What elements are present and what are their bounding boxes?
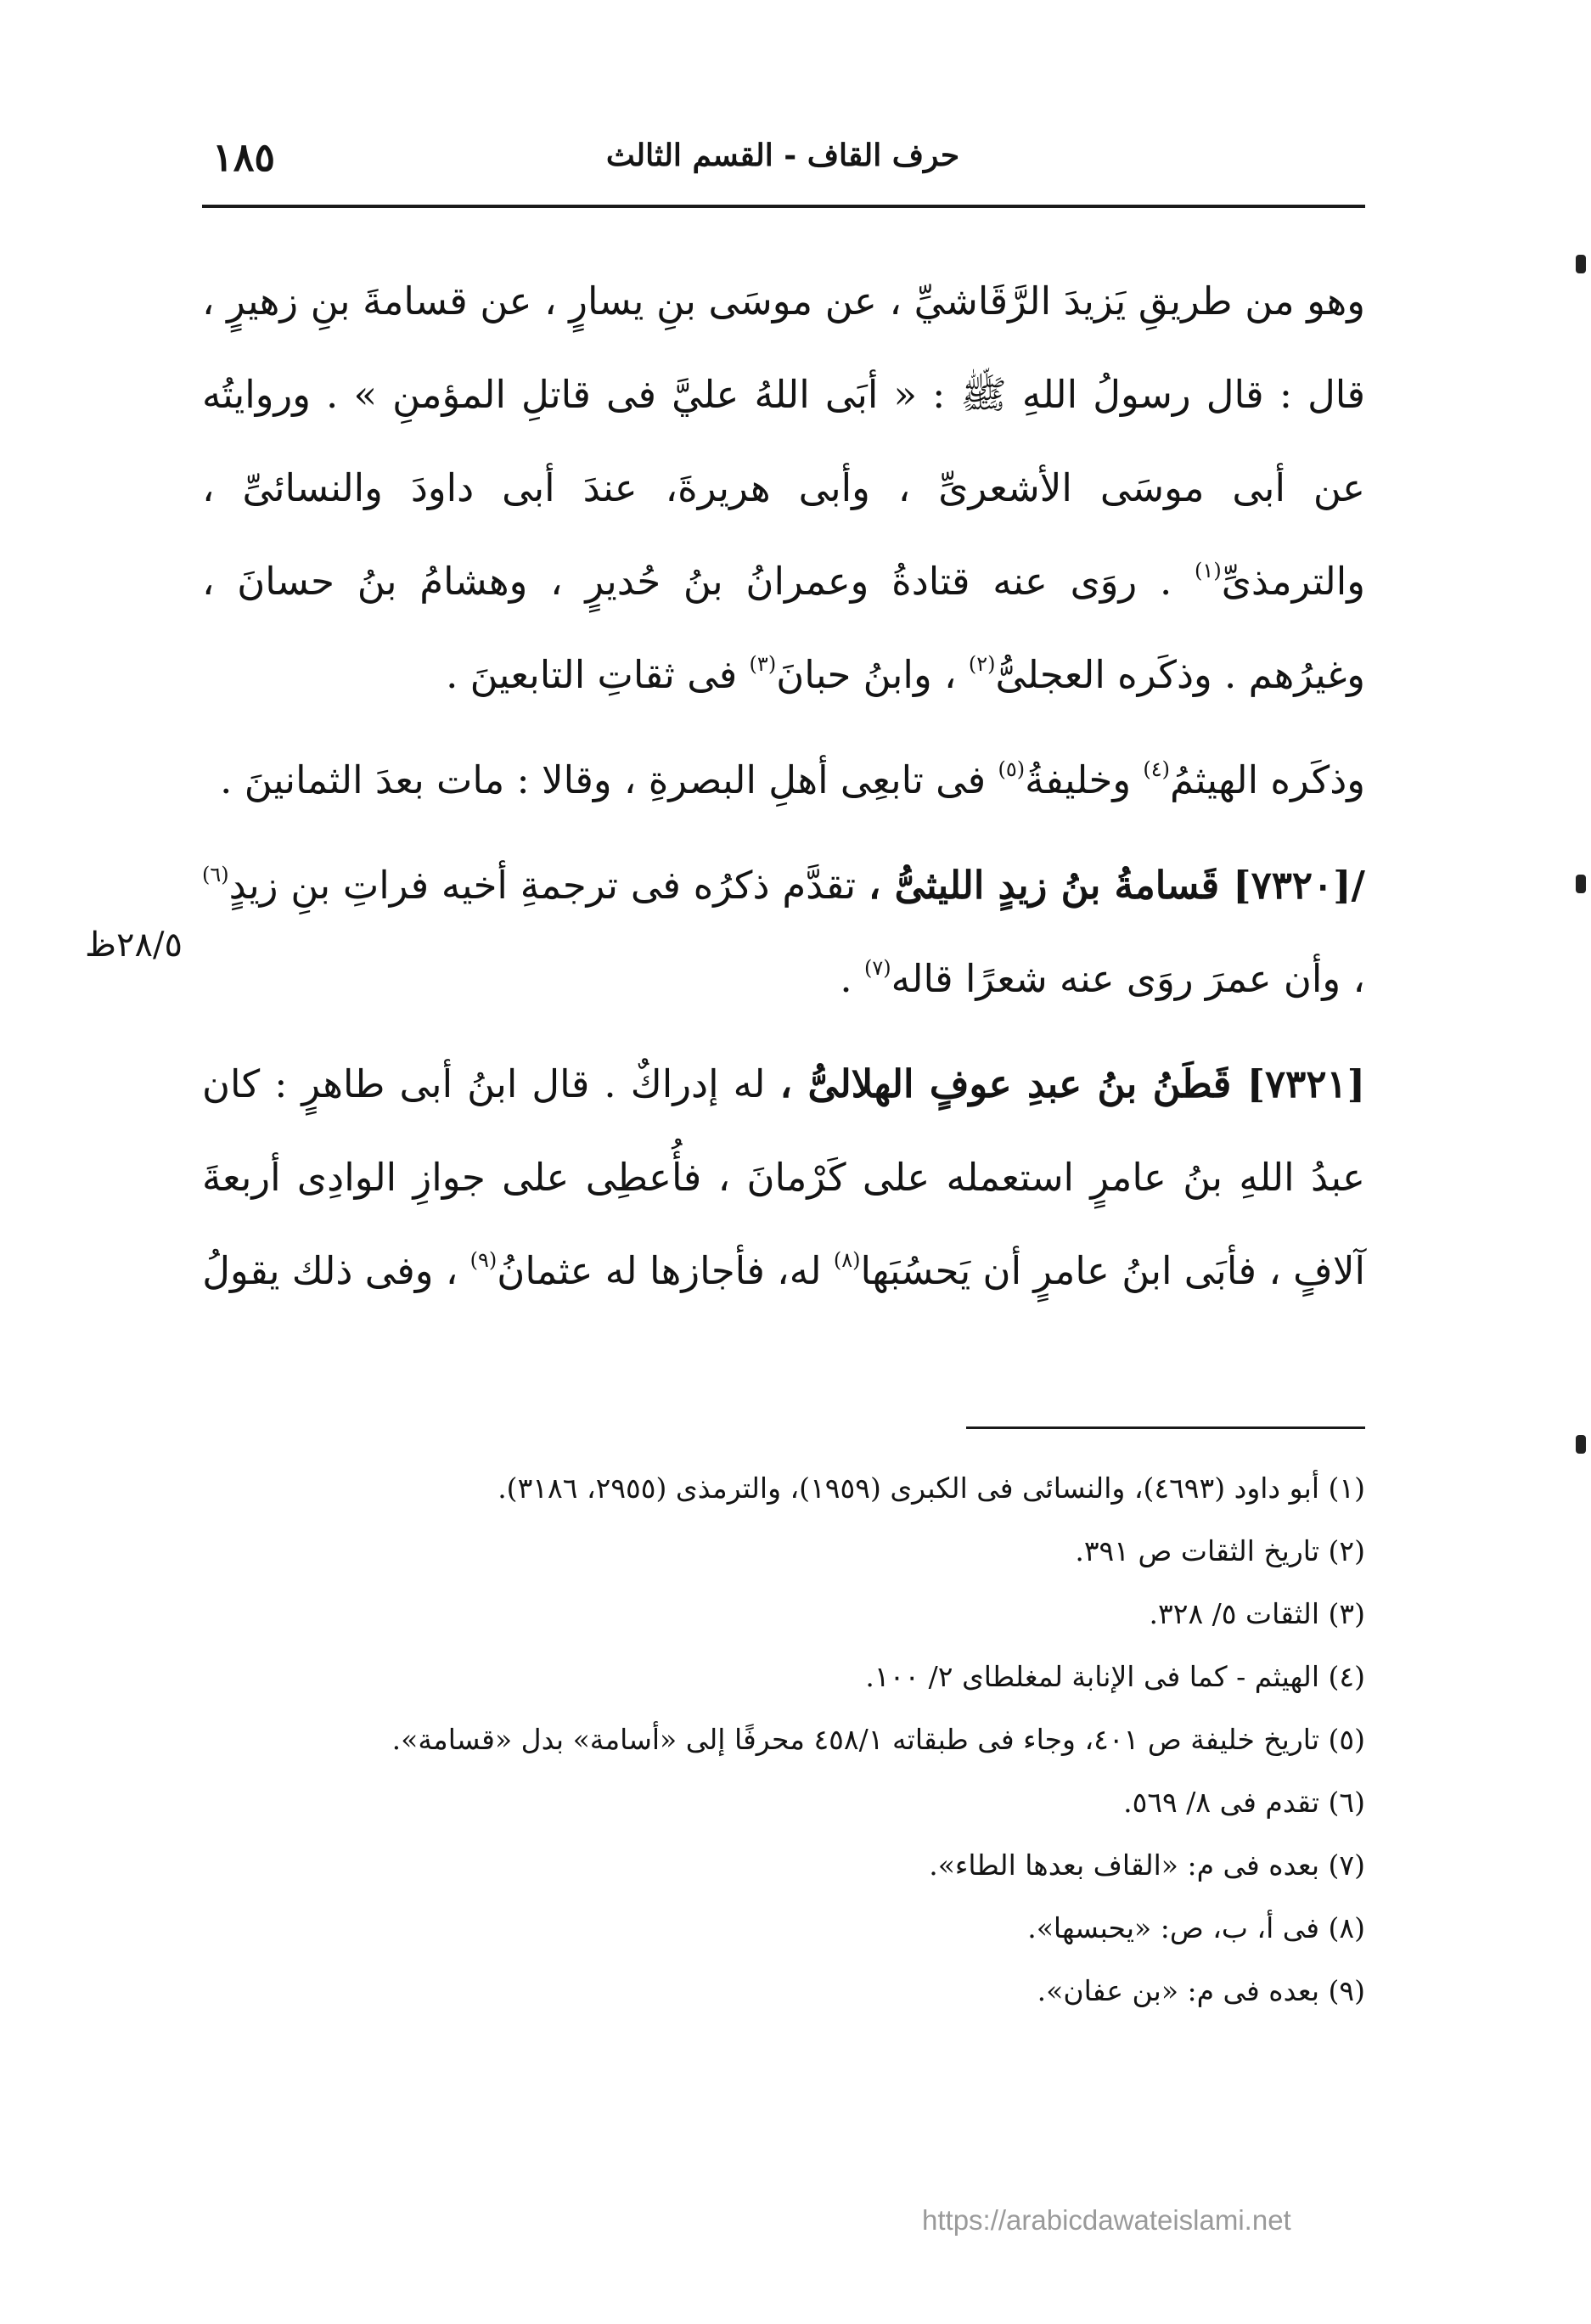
entry-7321-heading: [٧٣٢١] قَطَنُ بنُ عبدِ عوفٍ الهلالىُّ ، bbox=[779, 1061, 1365, 1106]
entry-7321 bbox=[202, 1038, 1365, 1318]
footnote-8: (٨) فى أ، ب، ص: «يحبسها». bbox=[1027, 1911, 1365, 1944]
running-title: حرف القاف - القسم الثالث bbox=[605, 138, 960, 173]
footnote-ref-3[interactable]: (٣) bbox=[749, 652, 777, 676]
footnote-1: (١) أبو داود (٤٦٩٣)، والنسائى فى الكبرى (١٩٥٩)، والترمذى (٢٩٥٥، ٣١٨٦). bbox=[498, 1471, 1365, 1505]
text-line: حبانَ bbox=[776, 652, 852, 697]
text-line: وعمرانُ بنُ حُديرٍ ، وهشامُ بنُ حسانَ ، وغيرُهم . وذكَره العجلىُّ bbox=[202, 559, 1365, 697]
entry-7320 bbox=[202, 839, 1365, 1026]
manuscript-folio-note: ٢٨/٥ظ bbox=[85, 926, 183, 965]
paragraph-haytham-khalifa bbox=[202, 734, 1365, 827]
footnote-9: (٩) بعده فى م: «بن عفان». bbox=[1037, 1974, 1365, 2007]
text-run: وخليفةُ bbox=[1025, 757, 1132, 802]
text-run: له إدراكٌ . قال ابنُ أبى طاهرٍ : كان عبدُ اللهِ بنُ عامرٍ استعمله على كَرْمانَ ، فأُعطِى على جوازِ الوادِى أربعةَ آلافٍ ، فأبَى ابنُ عامرٍ أن يَحسُبَها bbox=[202, 1061, 1365, 1293]
footnote-ref-9[interactable]: (٩) bbox=[469, 1248, 498, 1272]
scan-edge-mark bbox=[1576, 875, 1586, 893]
entry-7320-heading: /[٧٣٢٠] قَسامةُ بنُ زيدٍ الليثىُّ ، bbox=[868, 863, 1365, 908]
text-run: له، فأجازها له عثمانُ bbox=[497, 1248, 822, 1293]
footnote-ref-7[interactable]: (٧) bbox=[863, 956, 891, 980]
main-text bbox=[202, 255, 1365, 1318]
text-line: قال رسولُ اللهِ ﷺ : « أبَى اللهُ عليَّ فى قاتلِ المؤمنِ » . وروايتُه عن أبى موسَى bbox=[202, 372, 1366, 510]
footnote-ref-2[interactable]: (٢) bbox=[968, 652, 996, 676]
footnote-6: (٦) تقدم فى ٨/ ٥٦٩. bbox=[1123, 1786, 1365, 1819]
footnote-ref-6[interactable]: (٦) bbox=[202, 863, 229, 886]
scan-edge-mark bbox=[1576, 1435, 1586, 1454]
source-watermark[interactable]: https://arabicdawateislami.net bbox=[922, 2204, 1291, 2236]
text-line: ، وابنُ bbox=[863, 652, 957, 697]
footnote-7: (٧) بعده فى م: «القاف بعدها الطاء». bbox=[929, 1849, 1365, 1882]
footnote-2: (٢) تاريخ الثقات ص ٣٩١. bbox=[1075, 1534, 1365, 1567]
footnote-separator bbox=[966, 1426, 1365, 1429]
header-rule bbox=[202, 205, 1365, 208]
footnote-ref-1[interactable]: (١) bbox=[1195, 559, 1222, 582]
text-run: فى تابعِى أهلِ البصرةِ ، وقالا : مات بعدَ الثمانينَ . bbox=[220, 757, 987, 802]
footnote-ref-4[interactable]: (٤) bbox=[1143, 757, 1171, 781]
text-line: . روَى عنه قتادةُ bbox=[891, 559, 1172, 604]
text-run: ، وأن عمرَ روَى عنه شعرًا قاله bbox=[891, 956, 1365, 1001]
footnote-ref-8[interactable]: (٨) bbox=[833, 1248, 861, 1272]
footnote-4: (٤) الهيثم - كما فى الإنابة لمغلطاى ٢/ ١٠٠. bbox=[865, 1660, 1365, 1693]
page-number: ١٨٥ bbox=[212, 134, 276, 180]
text-run: . bbox=[840, 956, 852, 1001]
text-run: ، وفى ذلك يقولُ bbox=[202, 1248, 458, 1293]
page-header bbox=[202, 127, 1363, 195]
paragraph-qasama-ibn-zuhayr bbox=[202, 255, 1365, 722]
text-line: فى ثقاتِ التابعينَ . bbox=[446, 652, 738, 697]
text-run: وذكَره الهيثمُ bbox=[1170, 757, 1365, 802]
footnote-3: (٣) الثقات ٥/ ٣٢٨. bbox=[1149, 1597, 1365, 1630]
footnotes bbox=[221, 1457, 1365, 2023]
text-line: وهو من طريقِ يَزيدَ الرَّقَاشيِّ ، عن موسَى بنِ يسارٍ ، عن قسامةَ بنِ زهيرٍ ، قال : bbox=[202, 279, 1366, 417]
text-line: الأشعرىِّ ، وأبى هريرةَ، عندَ أبى داودَ والنسائىِّ ، والترمذىِّ bbox=[202, 465, 1365, 604]
text-run: تقدَّم ذكرُه فى ترجمةِ أخيه فراتِ بنِ زيدٍ bbox=[228, 863, 857, 908]
footnote-5: (٥) تاريخ خليفة ص ٤٠١، وجاء فى طبقاته ٤٥٨/١ محرفًا إلى «أسامة» بدل «قسامة». bbox=[391, 1723, 1365, 1756]
footnote-ref-5[interactable]: (٥) bbox=[998, 757, 1026, 781]
scan-edge-mark bbox=[1576, 255, 1586, 273]
